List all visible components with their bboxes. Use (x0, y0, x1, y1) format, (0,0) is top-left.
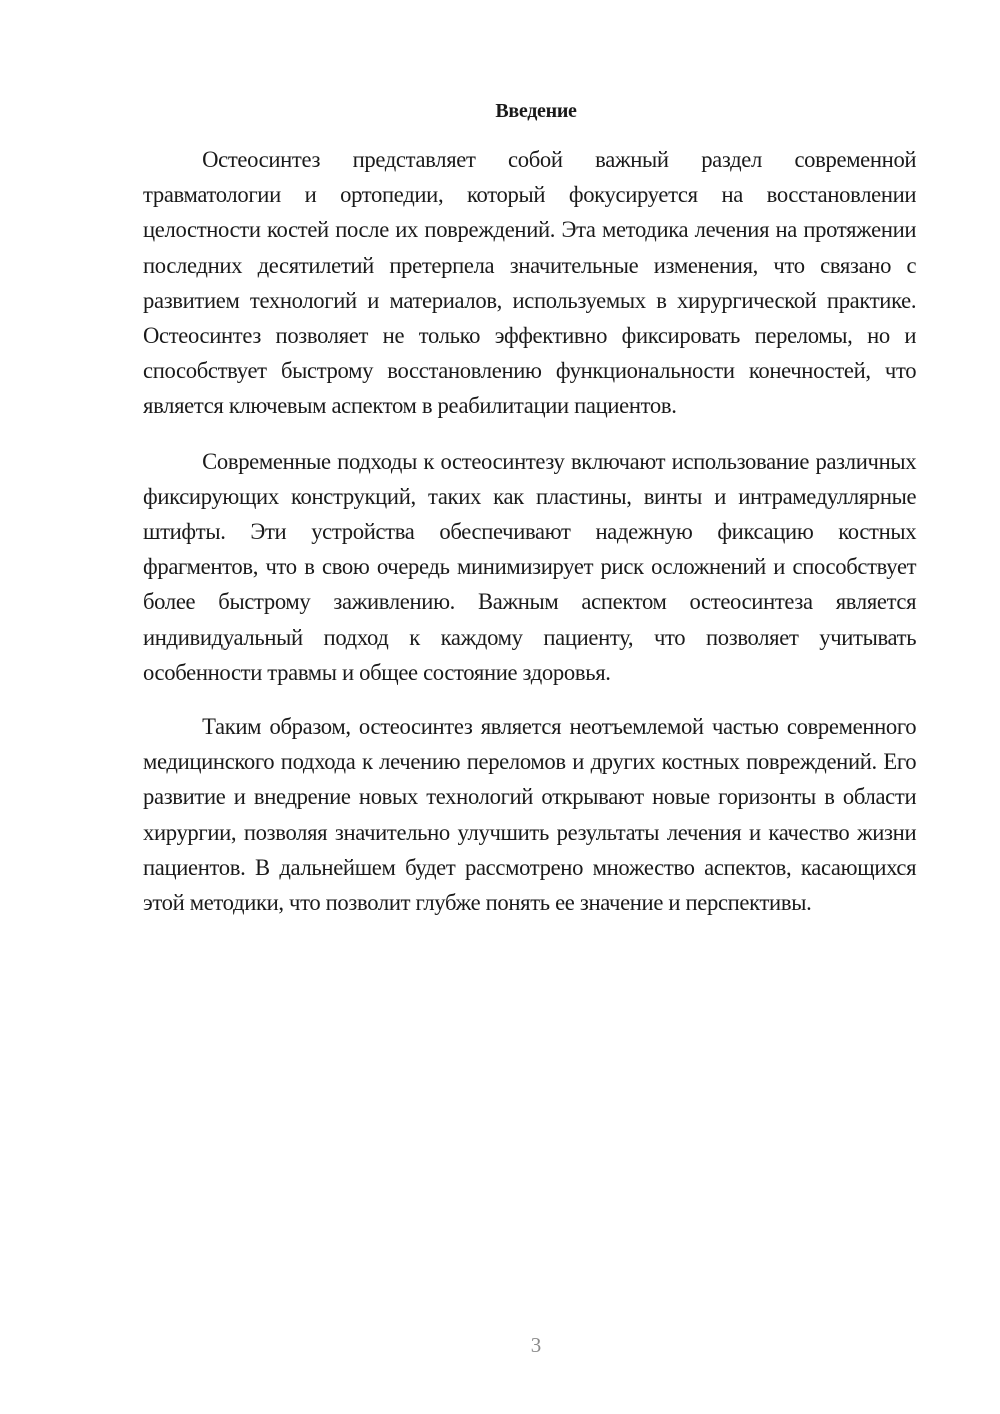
paragraph-intro: Остеосинтез представляет собой важный раздел современной травматологии и ортопедии, который фокусируется на восстановлении целостности костей после их повреждений. Эта методика лечения на протяжении последних десятилетий претерпела значительные изменения, что связано с развитием технологий и материалов, используемых в хирургической практике. Остеосинтез позволяет не только эффективно фиксировать переломы, но и способствует быстрому восстановлению функциональности конечностей, что является ключевым аспектом в реабилитации пациентов. (143, 147, 917, 419)
section-body (143, 142, 928, 938)
section-title: Введение (495, 100, 577, 122)
paragraph-conclusion: Таким образом, остеосинтез является неотъемлемой частью современного медицинского подхода к лечению переломов и других костных повреждений. Его развитие и внедрение новых технологий открывают новые горизонты в области хирургии, позволяя значительно улучшить результаты лечения и качество жизни пациентов. В дальнейшем будет рассмотрено множество аспектов, касающихся этой методики, что позволит глубже понять ее значение и перспективы. (143, 714, 917, 916)
paragraph-modern-approaches: Современные подходы к остеосинтезу включают использование различных фиксирующих конструкций, таких как пластины, винты и интрамедуллярные штифты. Эти устройства обеспечивают надежную фиксацию костных фрагментов, что в свою очередь минимизирует риск осложнений и способствует более быстрому заживлению. Важным аспектом остеосинтеза является индивидуальный подход к каждому пациенту, что позволяет учитывать особенности травмы и общее состояние здоровья. (143, 448, 917, 685)
page-number: 3 (530, 1333, 542, 1357)
